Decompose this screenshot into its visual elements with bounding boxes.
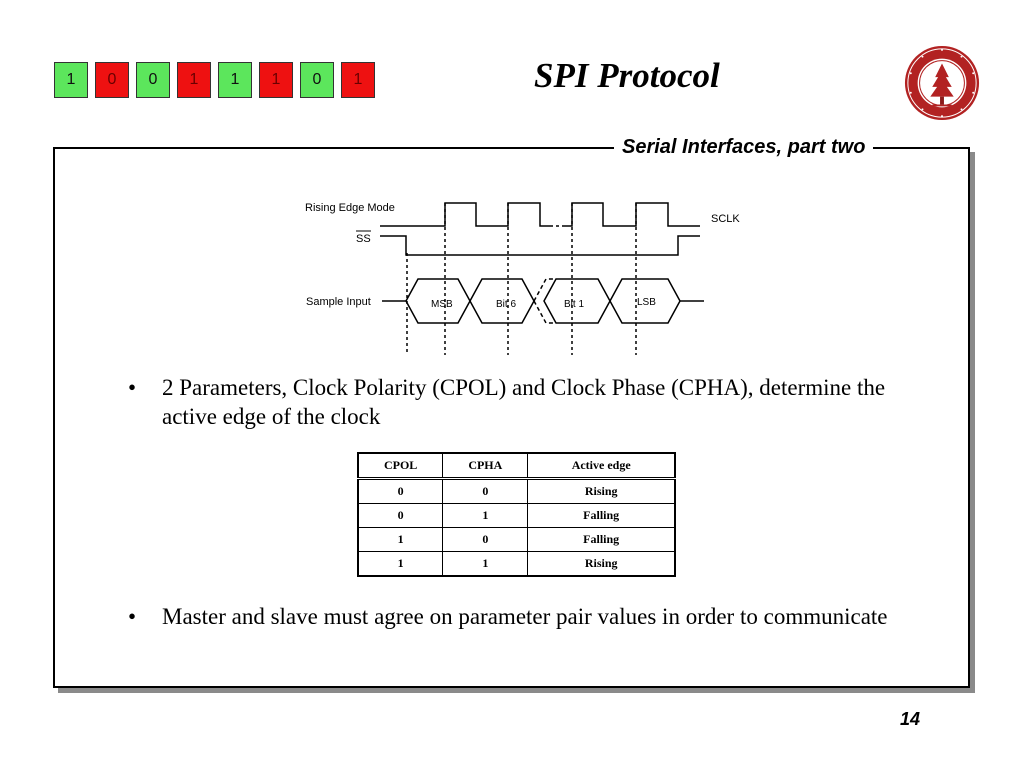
cpol-cpha-table — [357, 452, 676, 577]
column-header: CPOL — [358, 453, 443, 479]
table-row — [358, 504, 675, 528]
column-header: CPHA — [443, 453, 528, 479]
slide-title: SPI Protocol — [534, 56, 720, 95]
sclk-label: SCLK — [711, 213, 740, 225]
spi-timing-diagram — [300, 195, 760, 360]
table-cell: 1 — [443, 504, 528, 528]
table-cell: 0 — [358, 504, 443, 528]
sclk-waveform — [380, 203, 550, 226]
sample-input-label: Sample Input — [306, 296, 371, 308]
bit-box: 0 — [136, 62, 170, 98]
bit-box: 1 — [177, 62, 211, 98]
table-row — [358, 528, 675, 552]
column-header: Active edge — [528, 453, 675, 479]
bit-label: LSB — [637, 297, 656, 308]
table-row — [358, 479, 675, 504]
ss-label: SS — [356, 233, 371, 245]
table-cell: Falling — [528, 504, 675, 528]
bullet-item — [128, 373, 928, 431]
bullet-marker: • — [128, 375, 137, 400]
ss-waveform — [380, 236, 700, 255]
bullet-marker: • — [128, 604, 137, 629]
binary-bit-strip — [54, 62, 382, 98]
bullet-text: Master and slave must agree on parameter pair values in order to communicate — [162, 604, 888, 629]
bullet-text: 2 Parameters, Clock Polarity (CPOL) and Clock Phase (CPHA), determine the active edge of the clock — [162, 375, 886, 429]
table-cell: 1 — [443, 552, 528, 577]
bit-box: 0 — [95, 62, 129, 98]
table-cell: 0 — [443, 528, 528, 552]
table-row — [358, 552, 675, 577]
table-cell: Rising — [528, 479, 675, 504]
table-header-row — [358, 453, 675, 479]
table-cell: 1 — [358, 552, 443, 577]
bit-box: 1 — [259, 62, 293, 98]
frame-subtitle: Serial Interfaces, part two — [614, 133, 873, 161]
bit-label: MSB — [431, 299, 453, 310]
table-cell: 0 — [358, 479, 443, 504]
bullet-item — [128, 602, 928, 631]
bit-label: Bit 1 — [564, 299, 585, 310]
table-cell: 0 — [443, 479, 528, 504]
sclk-waveform-end — [562, 203, 700, 226]
stanford-seal-icon — [903, 44, 981, 122]
table-cell: Falling — [528, 528, 675, 552]
page-number: 14 — [900, 709, 921, 729]
bit-label: Bit 6 — [496, 299, 517, 310]
mode-label: Rising Edge Mode — [305, 202, 395, 214]
bit-box: 1 — [54, 62, 88, 98]
table-cell: Rising — [528, 552, 675, 577]
table-cell: 1 — [358, 528, 443, 552]
bit-box: 0 — [300, 62, 334, 98]
bit-box: 1 — [341, 62, 375, 98]
bit-box: 1 — [218, 62, 252, 98]
